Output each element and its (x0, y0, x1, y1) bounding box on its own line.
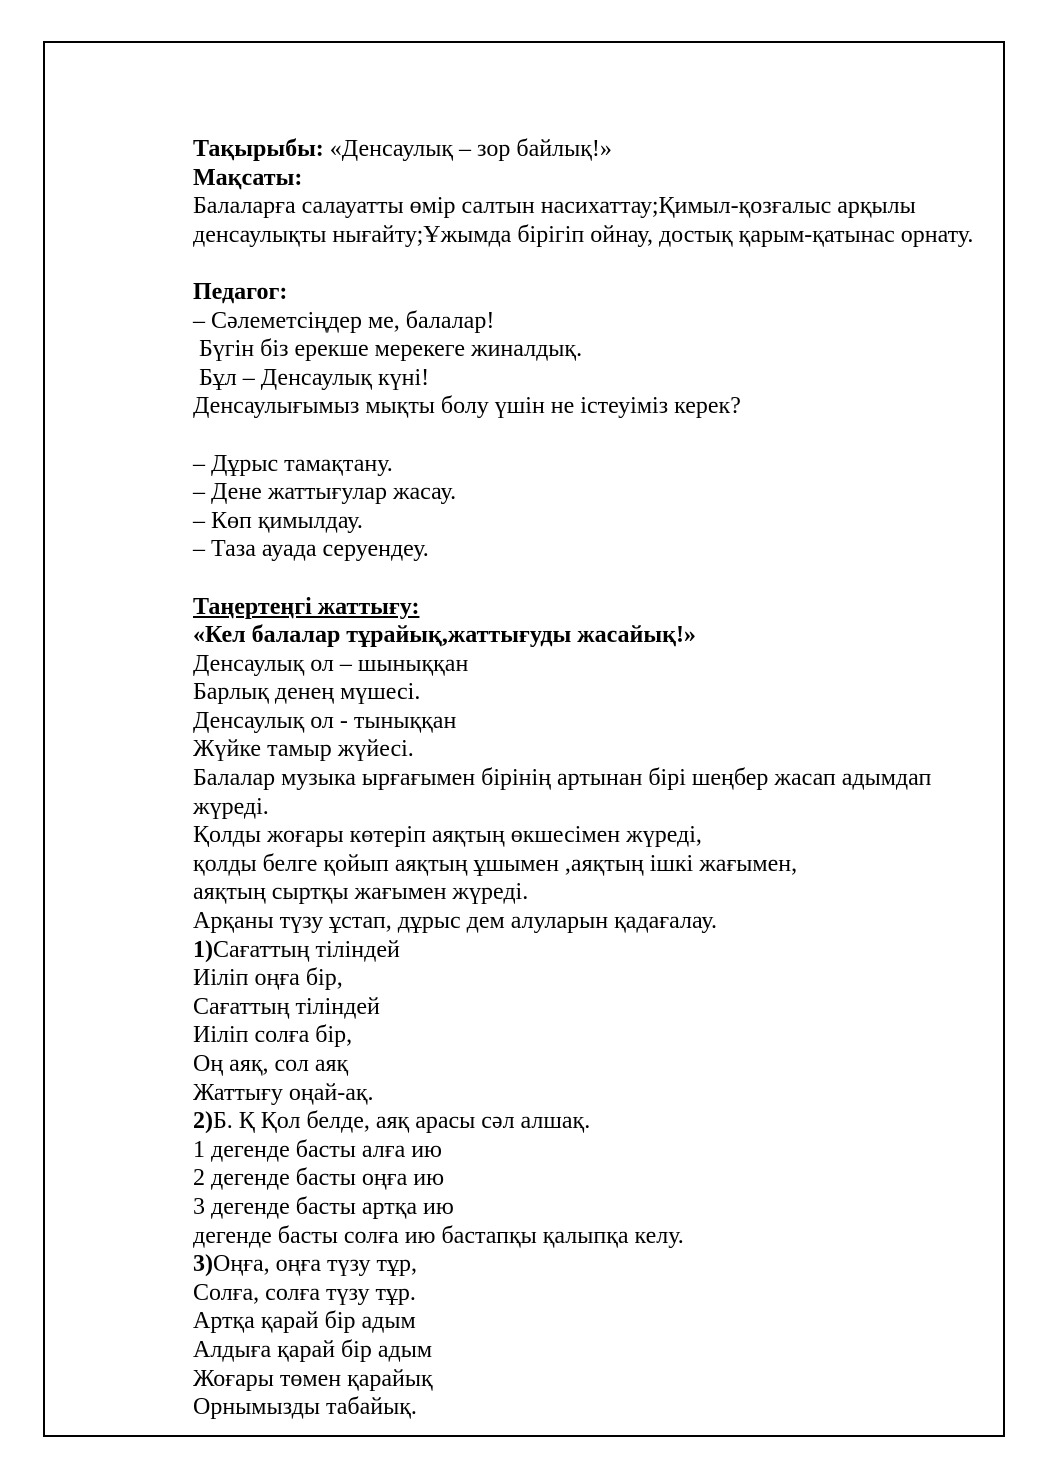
text-line (193, 450, 1025, 479)
text-segment: 2 дегенде басты оңға ию (193, 1165, 444, 1192)
text-segment-emphasis: «Кел балалар тұрайық,жаттығуды жасайық!» (193, 622, 696, 649)
text-segment: Оң аяқ, сол аяқ (193, 1051, 349, 1077)
text-segment: 3 дегенде басты артқа ию (193, 1193, 454, 1220)
text-line (193, 678, 1025, 707)
text-segment: қолды белге қойып аяқтың ұшымен ,аяқтың ішкі жағымен, (193, 850, 798, 877)
text-segment-emphasis: Тақырыбы: (193, 136, 330, 162)
text-line (193, 964, 1025, 993)
text-segment-emphasis: 2) (193, 1108, 213, 1135)
text-line (193, 1164, 1025, 1193)
text-segment: аяқтың сыртқы жағымен жүреді. (193, 879, 529, 906)
text-segment: – Таза ауада серуендеу. (193, 536, 429, 563)
text-line (193, 593, 1025, 622)
text-line (193, 535, 1025, 564)
text-segment: дегенде басты солға ию бастапқы қалыпқа келу. (193, 1222, 684, 1249)
text-segment: – Дұрыс тамақтану. (193, 450, 393, 477)
text-line (193, 164, 1025, 193)
text-segment: жүреді. (193, 793, 269, 820)
text-line (193, 1193, 1025, 1222)
text-segment: Жүйке тамыр жүйесі. (193, 736, 414, 763)
text-segment: денсаулықты нығайту;Ұжымда бірігіп ойнау, достық қарым-қатынас орнату. (193, 221, 974, 248)
text-line (193, 192, 1025, 221)
text-segment: Бүгін біз ерекше мерекеге жиналдық. (193, 336, 583, 363)
text-segment: Алдыға қарай бір адым (193, 1336, 433, 1363)
text-line (193, 421, 1025, 450)
text-segment: Балаларға салауатты өмір салтын насихаттау;Қимыл-қозғалыс арқылы (193, 193, 916, 220)
text-line (193, 850, 1025, 879)
text-segment: Оңға, оңға түзу тұр, (213, 1251, 417, 1278)
text-segment: – Сәлеметсіңдер ме, балалар! (193, 307, 495, 334)
text-segment: Барлық денең мүшесі. (193, 679, 421, 706)
text-line (193, 936, 1025, 965)
text-segment: Денсаулығымыз мықты болу үшін не істеуіміз керек? (193, 393, 741, 420)
text-line (193, 307, 1025, 336)
text-segment: Денсаулық ол – шыныққан (193, 650, 469, 677)
text-line (193, 564, 1025, 593)
text-segment: «Денсаулық – зор байлық!» (329, 136, 612, 162)
text-line (193, 1250, 1025, 1279)
text-segment: Арқаны түзу ұстап, дұрыс дем алуларын қадағалау. (193, 908, 718, 935)
document-page (43, 41, 1005, 1437)
text-line (193, 1307, 1025, 1336)
text-line (193, 621, 1025, 650)
text-segment-emphasis: Таңертеңгі жаттығу: (193, 593, 420, 620)
text-segment-emphasis: Педагог: (193, 278, 288, 305)
text-segment-emphasis: Мақсаты: (193, 164, 303, 191)
text-segment: Орнымызды табайық. (193, 1394, 417, 1421)
text-line (193, 993, 1025, 1022)
text-segment: – Дене жаттығулар жасау. (193, 479, 457, 506)
text-line (193, 249, 1025, 278)
text-line (193, 1222, 1025, 1251)
text-segment: Сағаттың тіліндей (193, 993, 380, 1020)
text-line (193, 278, 1025, 307)
text-line (193, 707, 1025, 736)
text-segment: Артқа қарай бір адым (193, 1308, 416, 1335)
text-line (193, 650, 1025, 679)
text-segment: Иіліп оңға бір, (193, 965, 343, 992)
text-segment: Жаттығу оңай-ақ. (193, 1079, 374, 1106)
text-segment: Балалар музыка ырғағымен бірінің артынан бірі шеңбер жасап адымдап (193, 765, 932, 792)
text-segment: Денсаулық ол - тыныққан (193, 707, 457, 734)
text-segment: Сағаттың тіліндей (213, 936, 400, 963)
text-line (193, 1336, 1025, 1365)
text-line (193, 1021, 1025, 1050)
text-segment: Қолды жоғары көтеріп аяқтың өкшесімен жүреді, (193, 822, 702, 849)
text-segment: Жоғары төмен қарайық (193, 1365, 433, 1392)
text-line (193, 1365, 1025, 1394)
text-line (193, 907, 1025, 936)
text-segment: Иіліп солға бір, (193, 1022, 353, 1049)
text-segment-emphasis: 1) (193, 936, 213, 963)
text-line (193, 821, 1025, 850)
text-line (193, 1079, 1025, 1108)
text-line (193, 764, 1025, 793)
text-segment: Бұл – Денсаулық күні! (193, 364, 430, 391)
text-line (193, 335, 1025, 364)
text-line (193, 1050, 1025, 1079)
text-line (193, 878, 1025, 907)
text-segment-emphasis: 3) (193, 1251, 213, 1278)
document-body (193, 135, 1025, 1422)
text-line (193, 793, 1025, 822)
text-line (193, 478, 1025, 507)
text-line (193, 221, 1025, 250)
text-line (193, 507, 1025, 536)
text-line (193, 364, 1025, 393)
text-segment: 1 дегенде басты алға ию (193, 1136, 442, 1163)
text-line (193, 1279, 1025, 1308)
text-segment: Б. Қ Қол белде, аяқ арасы сәл алшақ. (213, 1108, 591, 1135)
text-line (193, 135, 1025, 164)
text-line (193, 735, 1025, 764)
text-line (193, 1107, 1025, 1136)
text-line (193, 1393, 1025, 1422)
text-line (193, 392, 1025, 421)
text-segment: – Көп қимылдау. (193, 507, 363, 534)
text-segment: Солға, солға түзу тұр. (193, 1279, 416, 1306)
text-line (193, 1136, 1025, 1165)
